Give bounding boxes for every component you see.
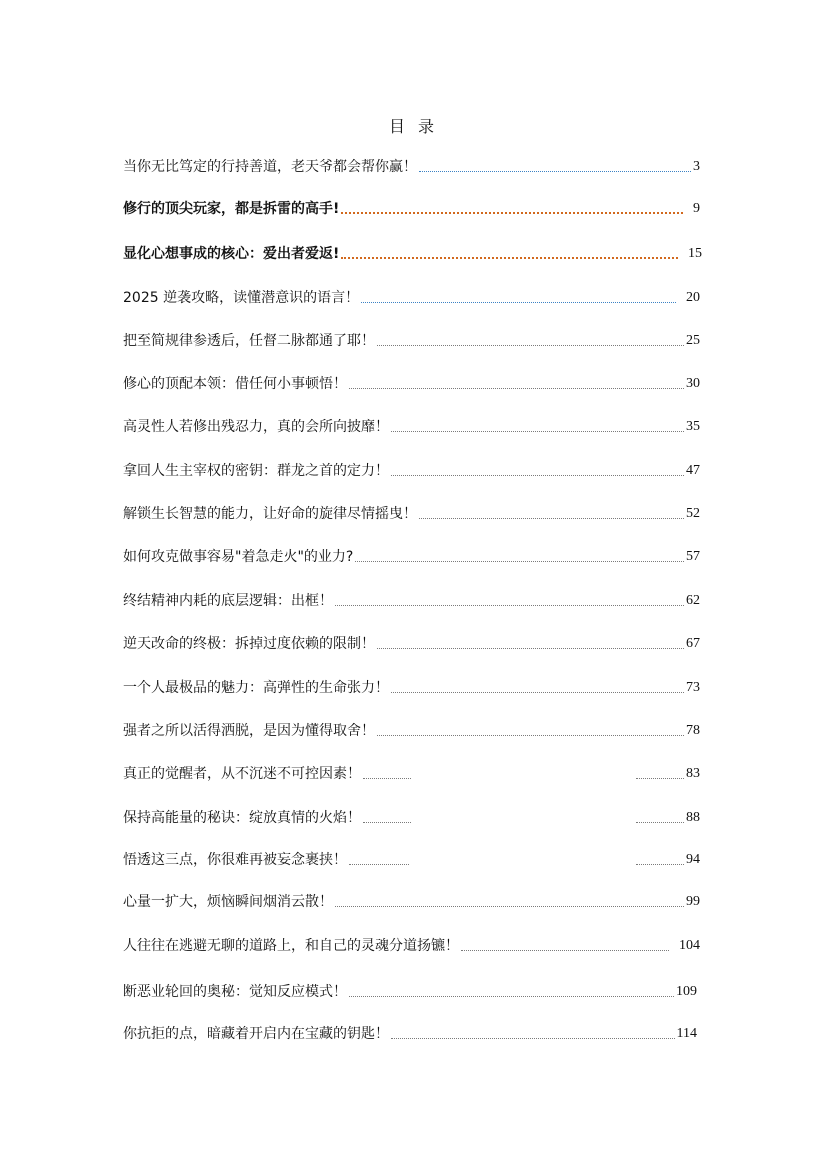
toc-entry-page: 25	[686, 333, 700, 348]
toc-entry[interactable]	[123, 849, 700, 871]
toc-entry[interactable]	[123, 981, 697, 1003]
toc-entry-title: 悟透这三点，你很难再被妄念裹挟！	[123, 852, 347, 868]
toc-entry[interactable]	[123, 891, 700, 913]
toc-leader	[391, 1038, 675, 1039]
toc-leader	[636, 822, 684, 823]
toc-leader	[363, 778, 411, 779]
toc-entry-title: 如何攻克做事容易"着急走火"的业力?	[123, 549, 354, 565]
toc-entry-page: 73	[686, 680, 700, 695]
toc-entry-page: 94	[686, 852, 700, 867]
toc-entry[interactable]	[123, 198, 700, 220]
toc-entry[interactable]	[123, 590, 700, 612]
toc-entry-title: 一个人最极品的魅力：高弹性的生命张力！	[123, 680, 389, 696]
toc-entry-title: 心量一扩大，烦恼瞬间烟消云散！	[123, 894, 333, 910]
toc-entry[interactable]	[123, 720, 700, 742]
toc-leader	[349, 996, 674, 997]
toc-entry-title: 逆天改命的终极：拆掉过度依赖的限制！	[123, 636, 375, 652]
toc-entry[interactable]	[123, 330, 700, 352]
toc-entry-title: 强者之所以活得洒脱，是因为懂得取舍！	[123, 723, 375, 739]
toc-leader	[377, 735, 684, 736]
toc-leader	[419, 171, 691, 172]
toc-leader	[361, 302, 676, 303]
toc-entry-title: 拿回人生主宰权的密钥：群龙之首的定力！	[123, 463, 389, 479]
toc-leader	[636, 778, 684, 779]
toc-entry[interactable]	[123, 156, 700, 178]
toc-entry-title: 你抗拒的点，暗藏着开启内在宝藏的钥匙！	[123, 1026, 389, 1042]
toc-entry-page: 78	[686, 723, 700, 738]
toc-title: 目 录	[388, 117, 439, 136]
toc-entry[interactable]	[123, 287, 700, 309]
toc-entry[interactable]	[123, 373, 700, 395]
toc-entry-page: 57	[686, 549, 700, 564]
toc-leader	[377, 648, 684, 649]
toc-entry-page: 62	[686, 593, 700, 608]
toc-leader	[461, 950, 669, 951]
toc-leader	[355, 561, 684, 562]
toc-entry-page: 114	[676, 1026, 697, 1041]
toc-entry-page: 35	[686, 419, 700, 434]
toc-leader	[391, 431, 684, 432]
toc-entry[interactable]	[123, 460, 700, 482]
toc-entry-title: 解锁生长智慧的能力，让好命的旋律尽情摇曳！	[123, 506, 417, 522]
toc-entry-page: 109	[676, 984, 697, 999]
toc-leader	[377, 345, 684, 346]
toc-entry-page: 15	[688, 246, 702, 261]
toc-entry-title: 显化心想事成的核心：爱出者爱返!	[123, 246, 340, 262]
toc-entry-title: 人往往在逃避无聊的道路上，和自己的灵魂分道扬镳！	[123, 938, 459, 954]
toc-entry-page: 20	[686, 290, 700, 305]
toc-entry-title: 修心的顶配本领：借任何小事顿悟！	[123, 376, 347, 392]
toc-leader	[335, 605, 684, 606]
toc-entry[interactable]	[123, 763, 700, 785]
toc-entry[interactable]	[123, 935, 700, 957]
toc-entry[interactable]	[123, 243, 702, 265]
toc-entry-page: 104	[679, 938, 700, 953]
toc-entry-title: 终结精神内耗的底层逻辑：出框！	[123, 593, 333, 609]
toc-leader	[391, 692, 684, 693]
toc-entry-title: 把至简规律参透后，任督二脉都通了耶！	[123, 333, 375, 349]
toc-entry-title: 保持高能量的秘诀：绽放真情的火焰！	[123, 810, 361, 826]
toc-entry-title: 真正的觉醒者，从不沉迷不可控因素！	[123, 766, 361, 782]
toc-leader	[419, 518, 684, 519]
toc-leader	[349, 388, 684, 389]
toc-entry[interactable]	[123, 1023, 697, 1045]
toc-entry[interactable]	[123, 503, 700, 525]
toc-entry[interactable]	[123, 416, 700, 438]
toc-entry-page: 83	[686, 766, 700, 781]
toc-entry-page: 88	[686, 810, 700, 825]
toc-entry-title: 当你无比笃定的行持善道，老天爷都会帮你赢！	[123, 159, 417, 175]
toc-entry-page: 47	[686, 463, 700, 478]
toc-entry-page: 30	[686, 376, 700, 391]
toc-leader	[349, 864, 409, 865]
toc-entry-page: 3	[693, 159, 700, 174]
toc-entry[interactable]	[123, 807, 700, 829]
toc-leader	[341, 212, 683, 214]
toc-entry[interactable]	[123, 546, 700, 568]
toc-leader	[341, 257, 678, 259]
toc-leader	[363, 822, 411, 823]
toc-entry-page: 9	[693, 201, 700, 216]
toc-leader	[391, 475, 684, 476]
toc-entry-title: 高灵性人若修出残忍力，真的会所向披靡！	[123, 419, 389, 435]
toc-entry[interactable]	[123, 677, 700, 699]
toc-entry-title: 断恶业轮回的奥秘：觉知反应模式！	[123, 984, 347, 1000]
toc-entry-title: 2025 逆袭攻略，读懂潜意识的语言！	[123, 290, 360, 306]
toc-entry[interactable]	[123, 633, 700, 655]
toc-leader	[636, 864, 684, 865]
toc-entry-page: 99	[686, 894, 700, 909]
toc-entry-page: 67	[686, 636, 700, 651]
toc-entry-page: 52	[686, 506, 700, 521]
toc-entry-title: 修行的顶尖玩家，都是拆雷的高手!	[123, 201, 340, 217]
toc-leader	[335, 906, 684, 907]
